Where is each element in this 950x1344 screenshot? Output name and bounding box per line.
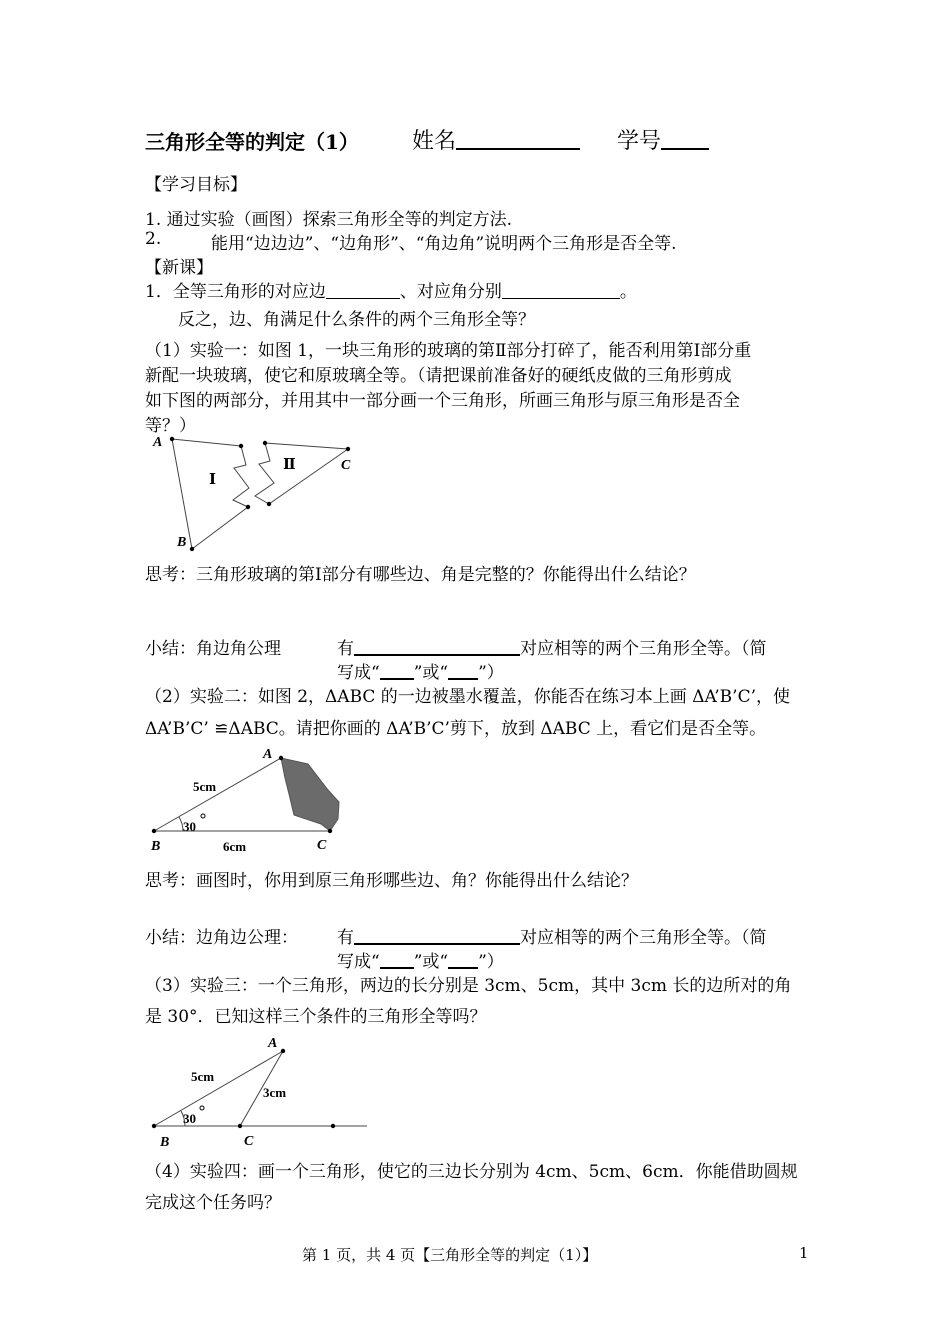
summary-have: 有 bbox=[337, 928, 354, 948]
label-b: B bbox=[177, 535, 187, 550]
point-b bbox=[152, 829, 156, 833]
point-c bbox=[238, 1124, 242, 1128]
break-point bbox=[246, 505, 250, 509]
exp1-summary-line-2 bbox=[337, 658, 504, 683]
break-point bbox=[263, 441, 267, 445]
label-a: A bbox=[268, 1036, 278, 1051]
name-label: 姓名 bbox=[412, 129, 457, 154]
exp3-line-2: 是 30°．已知这样三个条件的三角形全等吗？ bbox=[145, 1007, 487, 1027]
number-label: 学号 bbox=[617, 129, 662, 154]
summary-or: ”或“ bbox=[413, 952, 449, 972]
question-1-part-c: 。 bbox=[619, 282, 637, 302]
exp2-line-2: ΔA’B’C’ ≌ΔABC。请把你画的 ΔA’B’C’剪下，放到 ΔABC 上，看它们是否全等。 bbox=[145, 719, 767, 739]
exp1-line-4: 等？） bbox=[145, 416, 196, 436]
sas-abbr-blank-2[interactable] bbox=[448, 951, 478, 969]
sas-conditions-blank[interactable] bbox=[354, 927, 520, 945]
candidate-point bbox=[331, 1124, 335, 1128]
summary-middle: 对应相等的两个三角形全等。（简 bbox=[520, 639, 767, 659]
page-number: 1 bbox=[799, 1244, 809, 1262]
number-field bbox=[617, 124, 709, 155]
summary-open-quote: 写成“ bbox=[337, 952, 380, 972]
label-side-bc: 6cm bbox=[223, 839, 247, 854]
exp1-summary-label: 小结：角边角公理 bbox=[145, 639, 281, 659]
exp1-line-3: 如下图的两部分，并用其中一部分画一个三角形，所画三角形与原三角形是否全 bbox=[145, 391, 740, 411]
question-1 bbox=[145, 277, 637, 302]
summary-middle: 对应相等的两个三角形全等。（简 bbox=[520, 928, 767, 948]
exp1-summary bbox=[337, 634, 767, 659]
label-side-ab: 5cm bbox=[191, 1069, 215, 1084]
goals-heading: 【学习目标】 bbox=[145, 175, 247, 195]
break-point bbox=[267, 502, 271, 506]
ink-blot bbox=[281, 758, 339, 831]
label-a: A bbox=[153, 435, 163, 450]
exp2-summary-label: 小结：边角边公理： bbox=[145, 928, 298, 948]
summary-close-quote: ”） bbox=[478, 663, 504, 683]
corresponding-angles-blank[interactable] bbox=[502, 282, 620, 299]
label-a: A bbox=[263, 747, 273, 762]
number-blank[interactable] bbox=[661, 128, 709, 150]
asa-conditions-blank[interactable] bbox=[354, 638, 520, 656]
summary-have: 有 bbox=[337, 639, 354, 659]
label-part-2: Ⅱ bbox=[283, 457, 296, 473]
label-c: C bbox=[341, 458, 351, 473]
page-footer: 第 1 页，共 4 页【三角形全等的判定（1）】 bbox=[302, 1246, 598, 1264]
figure-1-broken-glass bbox=[145, 428, 365, 558]
point-b bbox=[152, 1124, 156, 1128]
summary-close-quote: ”） bbox=[478, 952, 504, 972]
label-angle: 30 bbox=[183, 819, 196, 834]
sas-abbr-blank-1[interactable] bbox=[380, 951, 414, 969]
label-angle: 30 bbox=[183, 1111, 196, 1126]
goal-item-1: 1. 通过实验（画图）探索三角形全等的判定方法. bbox=[145, 210, 513, 230]
exp2-line-1: （2）实验二：如图 2，ΔABC 的一边被墨水覆盖，你能否在练习本上画 ΔA’B’C’，使 bbox=[145, 687, 790, 707]
label-b: B bbox=[151, 839, 161, 854]
asa-abbr-blank-1[interactable] bbox=[380, 662, 414, 680]
degree-symbol bbox=[201, 814, 205, 818]
exp4-line-1: （4）实验四：画一个三角形，使它的三边长分别为 4cm、5cm、6cm．你能借助圆规 bbox=[145, 1162, 798, 1182]
label-c: C bbox=[317, 838, 327, 853]
label-b: B bbox=[160, 1135, 170, 1150]
name-blank[interactable] bbox=[456, 128, 580, 150]
degree-symbol bbox=[200, 1106, 204, 1110]
exp2-think: 思考：画图时，你用到原三角形哪些边、角？你能得出什么结论？ bbox=[145, 871, 638, 891]
question-1-part-a: 1．全等三角形的对应边 bbox=[145, 282, 326, 302]
question-1-followup: 反之，边、角满足什么条件的两个三角形全等？ bbox=[178, 310, 535, 330]
name-field bbox=[412, 124, 580, 155]
exp3-line-1: （3）实验三：一个三角形，两边的长分别是 3cm、5cm，其中 3cm 长的边所对的角 bbox=[145, 976, 792, 996]
point-a bbox=[170, 437, 174, 441]
exp2-summary bbox=[337, 923, 767, 948]
break-point bbox=[239, 444, 243, 448]
summary-or: ”或“ bbox=[413, 663, 449, 683]
point-c bbox=[346, 447, 350, 451]
label-side-ab: 5cm bbox=[193, 779, 217, 794]
point-a bbox=[281, 1049, 285, 1053]
label-c: C bbox=[244, 1134, 254, 1149]
goal-item-2-number: 2. bbox=[145, 229, 162, 249]
point-a bbox=[279, 756, 283, 760]
exp1-think: 思考：三角形玻璃的第Ⅰ部分有哪些边、角是完整的？你能得出什么结论？ bbox=[145, 565, 696, 585]
point-b bbox=[190, 547, 194, 551]
label-part-1: Ⅰ bbox=[209, 472, 217, 488]
exp2-summary-line-2 bbox=[337, 947, 504, 972]
summary-open-quote: 写成“ bbox=[337, 663, 380, 683]
exp4-line-2: 完成这个任务吗？ bbox=[145, 1193, 281, 1213]
page-title: 三角形全等的判定（1） bbox=[145, 130, 359, 154]
newlesson-heading: 【新课】 bbox=[145, 258, 213, 278]
corresponding-sides-blank[interactable] bbox=[326, 282, 400, 299]
exp1-line-1: （1）实验一：如图 1，一块三角形的玻璃的第Ⅱ部分打碎了，能否利用第Ⅰ部分重 bbox=[145, 341, 752, 361]
question-1-part-b: 、对应角分别 bbox=[399, 282, 502, 302]
figure-2-ink-triangle bbox=[145, 742, 365, 862]
goal-item-2: 能用“边边边”、“边角形”、“角边角”说明两个三角形是否全等. bbox=[211, 234, 677, 254]
figure-3-ssa-triangle bbox=[145, 1030, 385, 1150]
asa-abbr-blank-2[interactable] bbox=[448, 662, 478, 680]
label-side-ac: 3cm bbox=[263, 1085, 287, 1100]
point-c bbox=[328, 829, 332, 833]
exp1-line-2: 新配一块玻璃，使它和原玻璃全等。（请把课前准备好的硬纸皮做的三角形剪成 bbox=[145, 366, 732, 386]
